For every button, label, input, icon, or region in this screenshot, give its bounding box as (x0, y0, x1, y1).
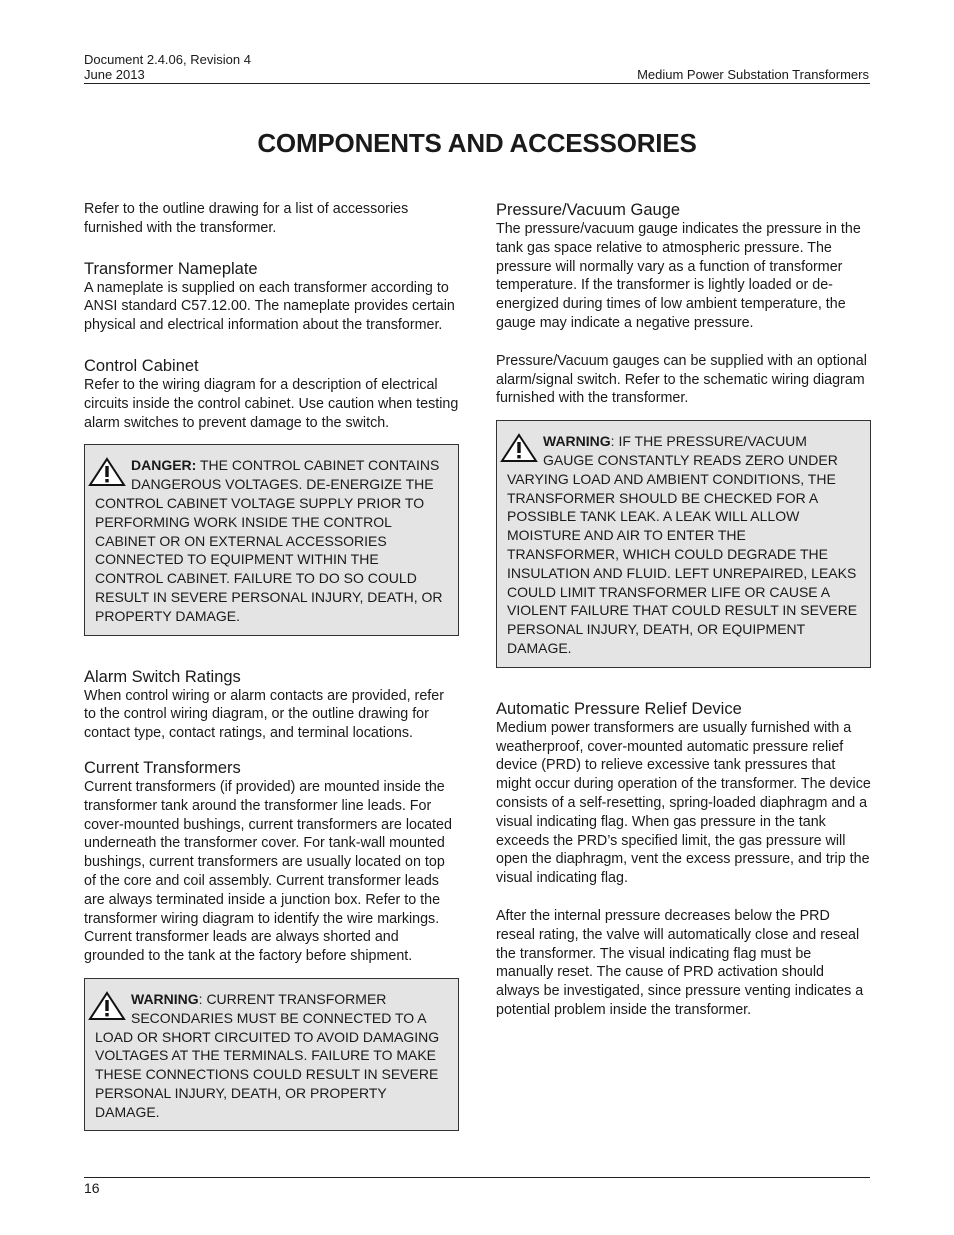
prd-heading: Automatic Pressure Relief Device (496, 699, 742, 718)
header-divider (84, 83, 870, 84)
warning-triangle-icon (499, 432, 539, 464)
ct-warning-label: WARNING (131, 990, 199, 1007)
gauge-warning-text: : IF THE PRESSURE/VACUUM GAUGE CONSTANTLY READS ZERO UNDER VARYING LOAD AND AMBIENT CONDITIONS, THE TRANSFORMER SHOULD BE CHECKED FOR A POSSIBLE TANK LEAK. A LEAK WILL ALLOW MOISTURE AND AIR TO ENTER THE TRANSFORMER, WHICH COULD DEGRADE THE INSULATION AND FLUID. LEFT UNREPAIRED, LEAKS COULD LIMIT TRANSFORMER LIFE OR CAUSE A VIOLENT FAILURE THAT COULD RESULT IN SEVERE PERSONAL INJURY, DEATH, OR EQUIPMENT DAMAGE. (507, 433, 858, 656)
gauge-warning-label: WARNING (543, 433, 611, 450)
prd-body: Medium power transformers are usually furnished with a weatherproof, cover-mounted automatic pressure relief device (PRD) to relieve excessive tank pressures that might occur during operation of the transformer. The device consists of a self-resetting, spring-loaded diaphragm and a visual indicating flag. When gas pressure in the tank exceeds the PRD’s specified limit, the gas pressure will open the diaphragm, vent the excess pressure, and trip the visual indicating flag. (496, 719, 871, 887)
alarm-switch-heading: Alarm Switch Ratings (84, 667, 241, 686)
control-cabinet-body: Refer to the wiring diagram for a description of electrical circuits inside the control cabinet. Use caution when testing alarm switches to prevent damage to the switch. (84, 376, 459, 431)
alarm-switch-body: When control wiring or alarm contacts are provided, refer to the control wiring diagram, or the outline drawing for contact type, contact ratings, and terminal locations. (84, 687, 444, 742)
nameplate-heading: Transformer Nameplate (84, 259, 258, 278)
left-column (84, 200, 459, 1131)
warning-triangle-icon (87, 456, 127, 488)
prd-body-2: After the internal pressure decreases below the PRD reseal rating, the valve will automatically close and reseal the transformer. The visual indicating flag must be manually reset. The cause of PRD activation should always be investigated, since pressure venting indicates a potential problem inside the transformer. (496, 907, 864, 1018)
right-column (496, 200, 871, 1020)
nameplate-body: A nameplate is supplied on each transformer according to ANSI standard C57.12.00. The nameplate provides certain physical and electrical information about the transformer. (84, 279, 455, 334)
gauge-heading: Pressure/Vacuum Gauge (496, 201, 681, 219)
product-name: Medium Power Substation Transformers (637, 67, 869, 82)
control-cabinet-heading: Control Cabinet (84, 356, 199, 375)
page-number: 16 (84, 1180, 100, 1196)
warning-triangle-icon (87, 990, 127, 1022)
gauge-warning-callout (496, 420, 871, 668)
ct-warning-text: : CURRENT TRANSFORMER SECONDARIES MUST BE CONNECTED TO A LOAD OR SHORT CIRCUITED TO AVOID DAMAGING VOLTAGES AT THE TERMINALS. FAILURE TO MAKE THESE CONNECTIONS COULD RESULT IN SEVERE PERSONAL INJURY, DEATH, OR PROPERTY DAMAGE. (95, 990, 440, 1120)
danger-callout (84, 444, 459, 635)
page-title: COMPONENTS AND ACCESSORIES (257, 128, 697, 158)
danger-label: DANGER: (131, 457, 197, 474)
document-date: June 2013 (84, 67, 145, 82)
gauge-body-2: Pressure/Vacuum gauges can be supplied with an optional alarm/signal switch. Refer to the schematic wiring diagram furnished with the transformer. (496, 352, 867, 407)
current-transformers-heading: Current Transformers (84, 758, 241, 777)
gauge-body: The pressure/vacuum gauge indicates the pressure in the tank gas space relative to atmospheric pressure. The pressure will normally vary as a function of transformer temperature. If the transformer is lightly loaded or de-energized during times of low ambient temperature, the gauge may indicate a negative pressure. (496, 221, 861, 331)
intro-paragraph: Refer to the outline drawing for a list of accessories furnished with the transformer. (84, 201, 409, 236)
ct-warning-callout (84, 978, 459, 1132)
footer-divider (84, 1177, 870, 1178)
header-left (84, 52, 251, 82)
danger-text: THE CONTROL CABINET CONTAINS DANGEROUS VOLTAGES. DE-ENERGIZE THE CONTROL CABINET VOLTAGE SUPPLY PRIOR TO PERFORMING WORK INSIDE THE CONTROL CABINET OR ON EXTERNAL ACCESSORIES CONNECTED TO EQUIPMENT WITHIN THE CONTROL CABINET. FAILURE TO DO SO COULD RESULT IN SEVERE PERSONAL INJURY, DEATH, OR PROPERTY DAMAGE. (95, 457, 443, 624)
current-transformers-body: Current transformers (if provided) are mounted inside the transformer tank around the transformer line leads. For cover-mounted bushings, current transformers are located underneath the transformer cover. For tank-wall mounted bushings, current transformers are usually located on top of the core and coil assembly. Current transformer leads are always terminated inside a junction box. Refer to the transformer wiring diagram to identify the wire markings. Current transformer leads are always shorted and grounded to the tank at the factory before shipment. (84, 778, 452, 965)
document-id: Document 2.4.06, Revision 4 (84, 52, 251, 67)
